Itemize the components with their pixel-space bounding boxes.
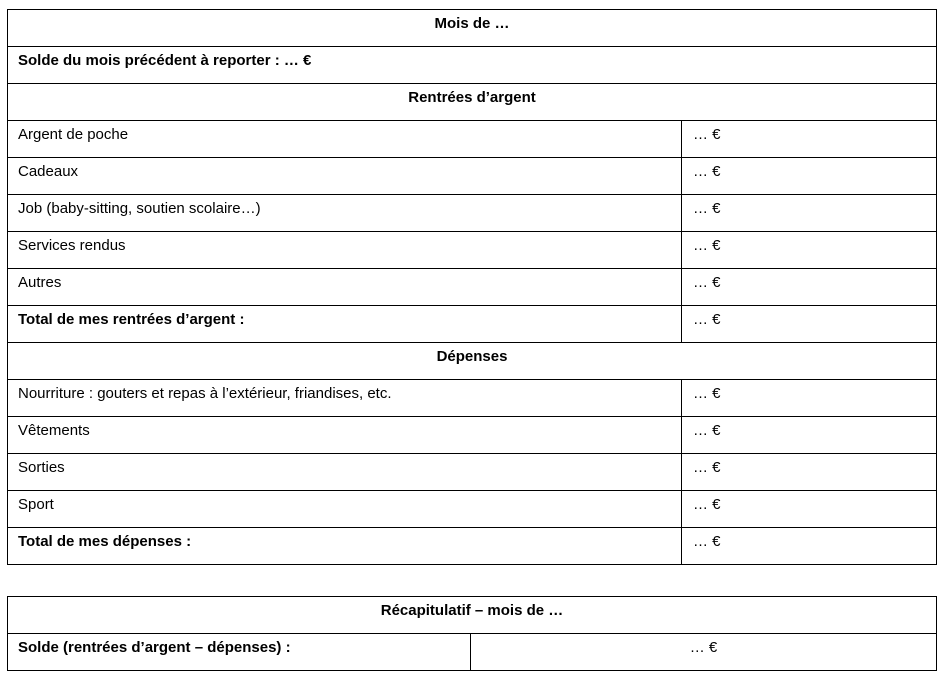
income-total-row [8, 306, 937, 343]
expense-label-food: Nourriture : gouters et repas à l’extérieur, friandises, etc. [8, 380, 682, 417]
income-total-amount: … € [682, 306, 937, 343]
income-total-label: Total de mes rentrées d’argent : [8, 306, 682, 343]
income-amount-job: … € [682, 195, 937, 232]
income-amount-pocket-money: … € [682, 121, 937, 158]
expense-label-outings: Sorties [8, 454, 682, 491]
expense-amount-outings: … € [682, 454, 937, 491]
previous-balance-row [8, 47, 937, 84]
income-label-services: Services rendus [8, 232, 682, 269]
table-row [8, 232, 937, 269]
table-row [8, 269, 937, 306]
expenses-heading: Dépenses [8, 343, 937, 380]
table-row [8, 380, 937, 417]
income-heading-row [8, 84, 937, 121]
summary-table [7, 596, 937, 671]
summary-balance-row [8, 634, 937, 671]
expense-label-sport: Sport [8, 491, 682, 528]
table-row [8, 491, 937, 528]
month-header-row [8, 10, 937, 47]
monthly-budget-table [7, 9, 937, 565]
income-label-job: Job (baby-sitting, soutien scolaire…) [8, 195, 682, 232]
expense-amount-food: … € [682, 380, 937, 417]
income-label-pocket-money: Argent de poche [8, 121, 682, 158]
expenses-total-label: Total de mes dépenses : [8, 528, 682, 565]
summary-balance-amount: … € [471, 634, 937, 671]
expense-amount-clothes: … € [682, 417, 937, 454]
income-label-gifts: Cadeaux [8, 158, 682, 195]
expenses-total-amount: … € [682, 528, 937, 565]
income-label-other: Autres [8, 269, 682, 306]
summary-balance-label: Solde (rentrées d’argent – dépenses) : [8, 634, 471, 671]
income-heading: Rentrées d’argent [8, 84, 937, 121]
previous-balance: Solde du mois précédent à reporter : … € [8, 47, 937, 84]
table-row [8, 454, 937, 491]
table-row [8, 121, 937, 158]
table-row [8, 158, 937, 195]
income-amount-services: … € [682, 232, 937, 269]
expenses-total-row [8, 528, 937, 565]
summary-heading: Récapitulatif – mois de … [8, 597, 937, 634]
expenses-heading-row [8, 343, 937, 380]
table-row [8, 417, 937, 454]
table-row [8, 195, 937, 232]
expense-label-clothes: Vêtements [8, 417, 682, 454]
month-header: Mois de … [8, 10, 937, 47]
income-amount-gifts: … € [682, 158, 937, 195]
expense-amount-sport: … € [682, 491, 937, 528]
summary-heading-row [8, 597, 937, 634]
income-amount-other: … € [682, 269, 937, 306]
